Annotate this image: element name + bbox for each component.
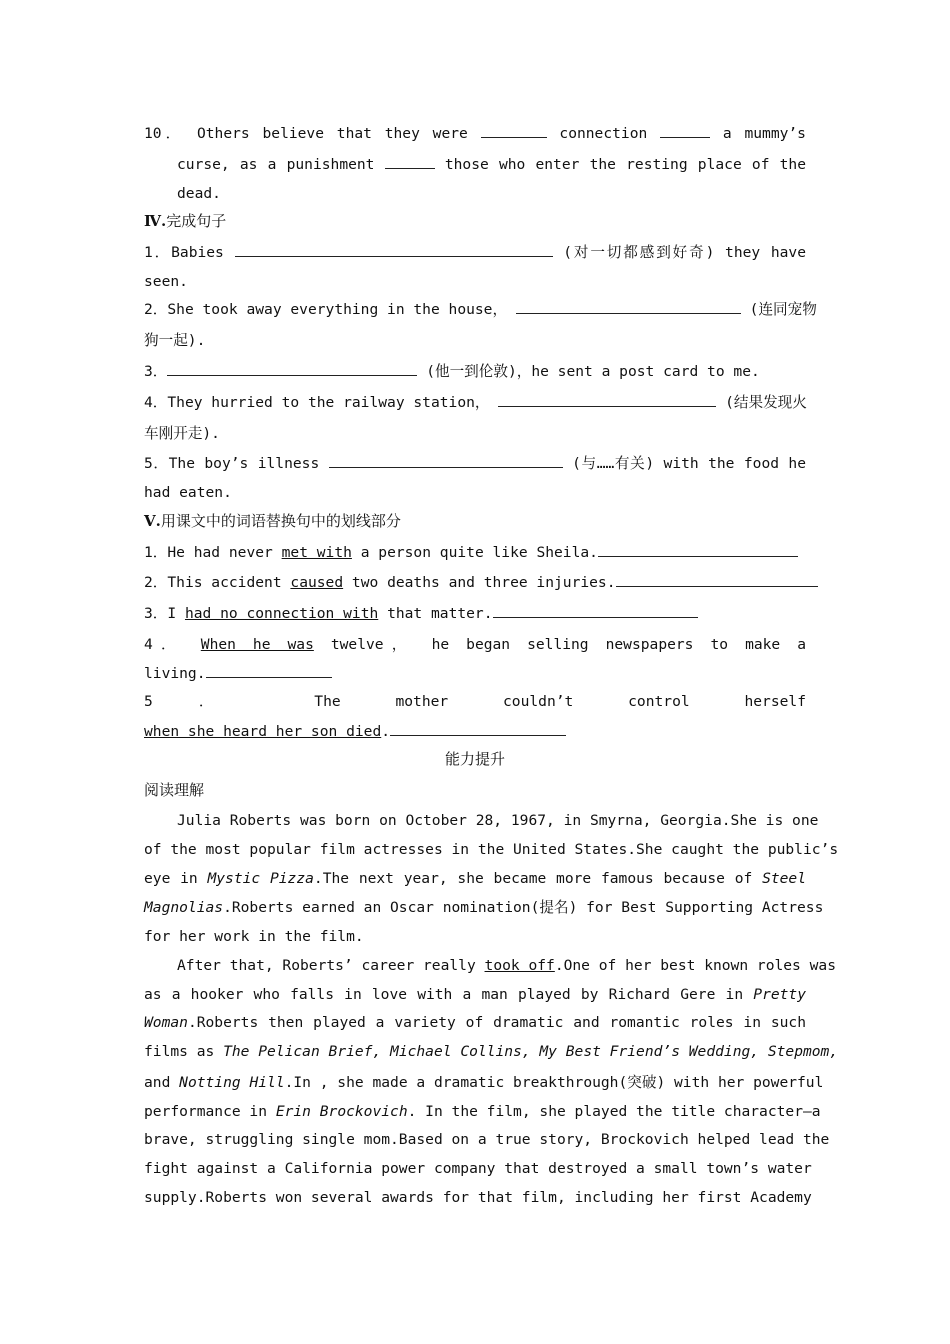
reading-p2-line1: After that, Roberts’ career really took off.One of her best known roles was (177, 957, 836, 974)
answer-blank[interactable] (329, 454, 563, 468)
answer-blank[interactable] (498, 393, 716, 407)
s5-q5-line2: when she heard her son died. (144, 722, 806, 742)
film-title: Notting Hill (179, 1074, 285, 1091)
reading-p1-line1: Julia Roberts was born on October 28, 1967, in Smyrna, Georgia.She is one (177, 812, 819, 829)
underlined-phrase: had no connection with (184, 605, 379, 622)
answer-blank[interactable] (598, 543, 798, 557)
s4-q1-line1: 1．Babies (对一切都感到好奇) they have (144, 244, 807, 261)
s5-q3: 3．I had no connection with that matter. (144, 604, 806, 624)
reading-p2-line3: Woman.Roberts then played a variety of dramatic and romantic roles in such (144, 1014, 806, 1031)
film-title: Mystic Pizza (207, 870, 314, 887)
film-title: Steel (762, 870, 807, 887)
section-5-heading: Ⅴ.用课文中的词语替换句中的划线部分 (144, 512, 401, 530)
answer-blank[interactable] (481, 124, 547, 138)
reading-p1-line3: eye in Mystic Pizza.The next year, she became more famous because of Steel (144, 870, 807, 887)
reading-label: 阅读理解 (144, 781, 205, 799)
reading-p2-line6: performance in Erin Brockovich. In the film, she played the title character—a (144, 1103, 821, 1120)
q10-line1: 10． Others believe that they were connection a mummy’s (144, 125, 806, 142)
underlined-phrase: when she heard her son died (144, 723, 382, 740)
reading-p1-line2: of the most popular film actresses in the United States.She caught the public’s (144, 841, 839, 858)
s4-q5-line1: 5．The boy’s illness (与……有关) with the food he (144, 455, 807, 472)
underlined-phrase: met with (281, 544, 352, 561)
reading-p2-line5: and Notting Hill.In , she made a dramatic breakthrough(突破) with her powerful (144, 1074, 824, 1091)
s5-q4-line1: 4． When he was twelve， he began selling newspapers to make a (144, 636, 807, 653)
answer-blank[interactable] (235, 243, 553, 257)
answer-blank[interactable] (493, 604, 698, 618)
film-title: The Pelican Brief, Michael Collins, My Best Friend’s Wedding, Stepmom, (223, 1043, 839, 1060)
reading-p2-line8: fight against a California power company that destroyed a small town’s water (144, 1160, 812, 1177)
s5-q1: 1．He had never met with a person quite like Sheila. (144, 543, 806, 563)
answer-blank[interactable] (616, 573, 818, 587)
reading-p2-line9: supply.Roberts won several awards for that film, including her first Academy (144, 1189, 812, 1206)
answer-blank[interactable] (167, 362, 417, 376)
s5-q5-line1: 5． The mother couldn’t control herself (144, 693, 806, 710)
reading-p1-line4: Magnolias.Roberts earned an Oscar nomination(提名) for Best Supporting Actress (144, 899, 824, 916)
film-title: Magnolias (144, 899, 224, 916)
ability-heading: 能力提升 (444, 750, 505, 768)
s5-q4-line2: living. (144, 664, 806, 684)
underlined-phrase: took off (484, 957, 555, 974)
reading-p2-line7: brave, struggling single mom.Based on a true story, Brockovich helped lead the (144, 1131, 830, 1148)
answer-blank[interactable] (660, 124, 710, 138)
section-4-heading: Ⅳ.完成句子 (144, 212, 227, 230)
s4-q2-line1: 2．She took away everything in the house， (连同宠物 (144, 301, 817, 318)
q10-number: 10． (144, 125, 185, 142)
answer-blank[interactable] (206, 664, 332, 678)
reading-p2-line2: as a hooker who falls in love with a man played by Richard Gere in Pretty (144, 986, 806, 1003)
s5-q2: 2．This accident caused two deaths and three injuries. (144, 573, 806, 593)
answer-blank[interactable] (516, 300, 741, 314)
s4-q4-line2: 车刚开走). (144, 425, 220, 442)
s4-q3-line1: 3． (他一到伦敦)，he sent a post card to me. (144, 363, 760, 380)
answer-blank[interactable] (385, 155, 435, 169)
reading-p2-line4: films as The Pelican Brief, Michael Collins, My Best Friend’s Wedding, Stepmom, (144, 1043, 839, 1060)
s4-q1-line2: seen. (144, 273, 188, 290)
q10-line2: curse, as a punishment those who enter the resting place of the (177, 156, 807, 173)
film-title: Erin Brockovich (275, 1103, 408, 1120)
s4-q5-line2: had eaten. (144, 484, 232, 501)
s4-q2-line2: 狗一起). (144, 332, 206, 349)
underlined-phrase: caused (290, 574, 344, 591)
q10-line3: dead. (177, 185, 221, 202)
underlined-phrase: When he was (200, 636, 314, 653)
reading-p1-line5: for her work in the film. (144, 928, 364, 945)
film-title: Pretty (753, 986, 806, 1003)
answer-blank[interactable] (390, 722, 566, 736)
s4-q4-line1: 4．They hurried to the railway station， (结果发现火 (144, 394, 807, 411)
film-title: Woman (144, 1014, 188, 1031)
